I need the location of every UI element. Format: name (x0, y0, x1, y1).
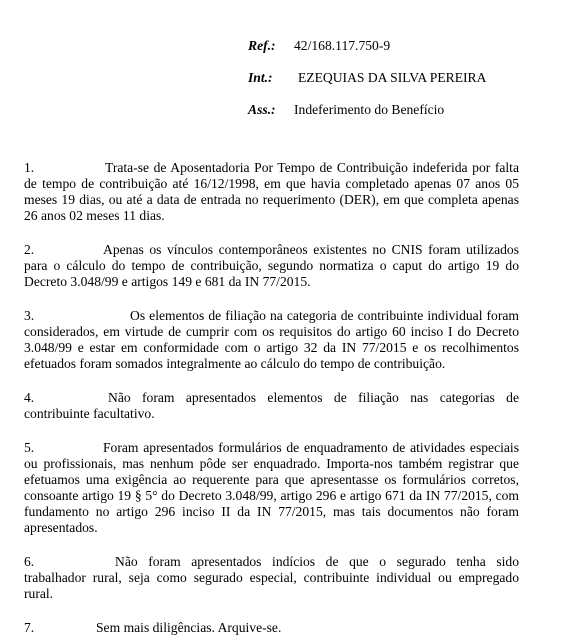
ass-value: Indeferimento do Benefício (294, 102, 445, 117)
paragraph-number: 5. (24, 440, 35, 455)
paragraph-text: Apenas os vínculos contemporâneos existentes no CNIS foram utilizados para o cálculo do tempo de contribuição, segundo normatiza o caput do artigo 19 do Decreto 3.048/99 e artigos 149 e 681 da IN 77/2015. (24, 242, 519, 289)
document-header (248, 38, 486, 134)
document-body (24, 160, 519, 636)
paragraph-text: Os elementos de filiação na categoria de contribuinte individual foram considerados, em virtude de cumprir com os requisitos do artigo 60 inciso I do Decreto 3.048/99 e estar em conformidade com o artigo 32 da IN 77/2015 e os recolhimentos efetuados foram somados integralmente ao cálculo do tempo de contribuição. (24, 308, 519, 371)
paragraph-1 (24, 160, 519, 224)
paragraph-5 (24, 440, 519, 536)
ref-label: Ref.: (248, 38, 276, 53)
paragraph-text: Não foram apresentados indícios de que o segurado tenha sido trabalhador rural, seja como segurado especial, contribuinte individual ou empregado rural. (24, 554, 519, 601)
int-label: Int.: (248, 70, 273, 85)
paragraph-text: Sem mais diligências. Arquive-se. (96, 620, 282, 635)
int-value: EZEQUIAS DA SILVA PEREIRA (298, 70, 487, 85)
ass-row (248, 102, 486, 134)
paragraph-number: 4. (24, 390, 35, 405)
paragraph-number: 3. (24, 308, 35, 323)
ass-label: Ass.: (248, 102, 276, 117)
paragraph-number: 2. (24, 242, 35, 257)
paragraph-2 (24, 242, 519, 290)
paragraph-text: Trata-se de Aposentadoria Por Tempo de Contribuição indeferida por falta de tempo de contribuição até 16/12/1998, em que havia completado apenas 07 anos 05 meses 19 dias, ou até a data de entrada no requerimento (DER), em que completa apenas 26 anos 02 meses 11 dias. (24, 160, 519, 223)
paragraph-text: Não foram apresentados elementos de filiação nas categorias de contribuinte facultativo. (24, 390, 519, 421)
paragraph-7 (24, 620, 519, 636)
paragraph-number: 6. (24, 554, 35, 569)
paragraph-number: 7. (24, 620, 35, 635)
ref-row (248, 38, 486, 70)
ref-value: 42/168.117.750-9 (294, 38, 391, 53)
paragraph-number: 1. (24, 160, 35, 175)
int-row (248, 70, 486, 102)
paragraph-6 (24, 554, 519, 602)
paragraph-text: Foram apresentados formulários de enquadramento de atividades especiais ou profissionais, mas nenhum pôde ser enquadrado. Importa-nos também registrar que efetuamos uma exigência ao requerente para que apresentasse os formulários corretos, consoante artigo 19 § 5° do Decreto 3.048/99, artigo 296 e artigo 671 da IN 77/2015, com fundamento no artigo 296 inciso II da IN 77/2015, mas tais documentos não foram apresentados. (24, 440, 519, 535)
paragraph-4 (24, 390, 519, 422)
paragraph-3 (24, 308, 519, 372)
